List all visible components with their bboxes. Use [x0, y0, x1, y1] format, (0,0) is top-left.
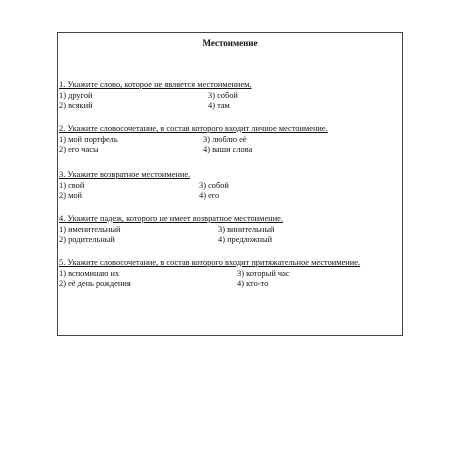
question-2-option-2: 2) его часы [59, 145, 99, 154]
question-5 [58, 258, 404, 290]
question-3-option-4: 4) его [199, 191, 220, 200]
question-5-option-2: 2) её день рождения [59, 279, 131, 288]
question-2-text: 2. Укажите словосочетание, в состав которого входит личное местоимение. [59, 124, 328, 133]
worksheet-title: Местоимение [202, 38, 258, 48]
question-4-option-4: 4) предложный [218, 235, 273, 244]
question-4-option-2: 2) родительный [59, 235, 115, 244]
question-5-option-4: 4) кто-то [237, 279, 269, 288]
question-4-text: 4. Укажите падеж, которого не имеет возвратное местоимение. [59, 214, 283, 223]
question-4-option-1: 1) именительный [59, 224, 121, 234]
question-1 [58, 80, 404, 112]
question-4 [58, 214, 404, 246]
question-2 [58, 124, 404, 156]
question-3-option-3: 3) собой [199, 180, 229, 190]
question-1-option-1: 1) другой [59, 90, 93, 100]
worksheet [57, 32, 403, 336]
question-3-option-1: 1) свой [59, 180, 85, 190]
question-1-text: 1. Укажите слово, которое не является местоимением. [59, 80, 252, 89]
question-1-option-4: 4) там [208, 101, 230, 110]
question-5-text: 5. Укажите словосочетание, в состав которого входит притяжательное местоимение. [59, 258, 361, 267]
question-3-option-2: 2) мой [59, 191, 83, 200]
question-2-option-3: 3) люблю её [203, 134, 247, 144]
question-3-text: 3. Укажите возвратное местоимение. [59, 170, 191, 179]
question-1-option-2: 2) всякий [59, 101, 93, 110]
question-5-option-3: 3) который час [237, 268, 290, 278]
question-2-option-1: 1) мой портфель [59, 134, 118, 144]
question-4-option-3: 3) винительный [218, 224, 275, 234]
question-1-option-3: 3) собой [208, 90, 238, 100]
question-5-option-1: 1) вспоминаю их [59, 268, 120, 278]
question-2-option-4: 4) ваши слова [203, 145, 253, 154]
question-3 [58, 170, 404, 202]
